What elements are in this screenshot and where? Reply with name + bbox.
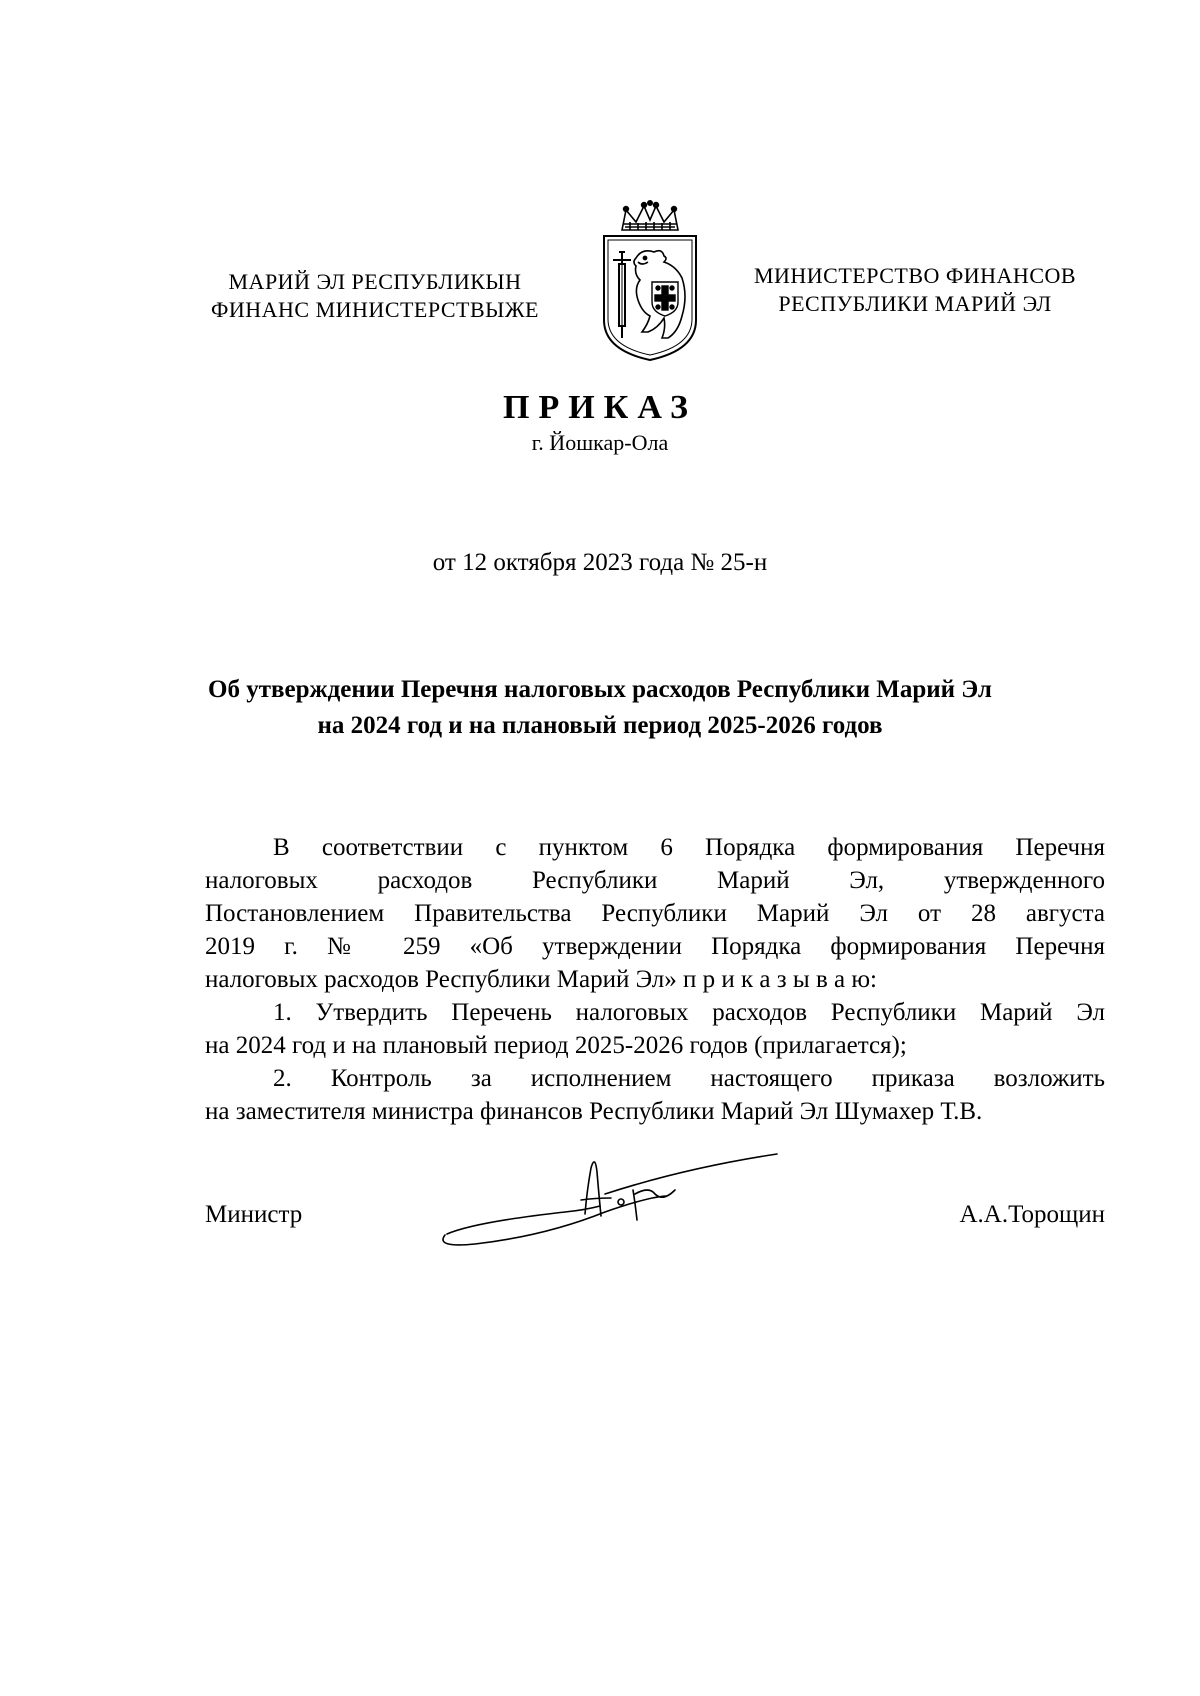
signer-role: Министр xyxy=(205,1201,303,1228)
crown-icon xyxy=(622,201,678,230)
document-body xyxy=(205,831,1105,1128)
header-left-block xyxy=(195,268,555,324)
order-title: ПРИКАЗ xyxy=(503,389,697,426)
item-1-line-1: 1. Утвердить Перечень налоговых расходов Республики Марий Эл xyxy=(273,999,1105,1026)
order-city: г. Йошкар-Ола xyxy=(531,430,669,455)
handwritten-signature xyxy=(435,1140,785,1250)
paragraph-1-line-1: В соответствии с пунктом 6 Порядка формирования Перечня xyxy=(273,834,1105,861)
paragraph-1-line-5: налоговых расходов Республики Марий Эл» п р и к а з ы в а ю: xyxy=(205,966,877,993)
document-title-line-2: на 2024 год и на плановый период 2025-2026 годов xyxy=(317,712,883,739)
order-date-number: от 12 октября 2023 года № 25-н xyxy=(432,549,768,576)
coat-of-arms-emblem xyxy=(598,200,702,368)
signer-name: А.А.Торощин xyxy=(959,1201,1105,1228)
header-right-line-1: МИНИСТЕРСТВО ФИНАНСОВ xyxy=(753,263,1077,288)
item-1-line-2: на 2024 год и на плановый период 2025-2026 годов (прилагается); xyxy=(205,1032,907,1059)
header-right-block xyxy=(735,262,1095,318)
paragraph-1-line-2: налоговых расходов Республики Марий Эл, утвержденного xyxy=(205,867,1105,894)
item-2-line-1: 2. Контроль за исполнением настоящего приказа возложить xyxy=(273,1065,1105,1092)
header-right-line-2: РЕСПУБЛИКИ МАРИЙ ЭЛ xyxy=(778,291,1052,316)
mari-cross-icon xyxy=(652,282,678,316)
item-2-line-2: на заместителя министра финансов Республики Марий Эл Шумахер Т.В. xyxy=(205,1098,983,1125)
document-title xyxy=(0,672,1200,744)
document-title-line-1: Об утверждении Перечня налоговых расходов Республики Марий Эл xyxy=(208,676,992,703)
paragraph-1-line-3: Постановлением Правительства Республики Марий Эл от 28 августа xyxy=(205,900,1105,927)
header-left-line-2: ФИНАНС МИНИСТЕРСТВЫЖЕ xyxy=(210,297,539,322)
header-left-line-1: МАРИЙ ЭЛ РЕСПУБЛИКЫН xyxy=(228,269,522,294)
paragraph-1-line-4: 2019 г. № 259 «Об утверждении Порядка формирования Перечня xyxy=(205,933,1105,960)
